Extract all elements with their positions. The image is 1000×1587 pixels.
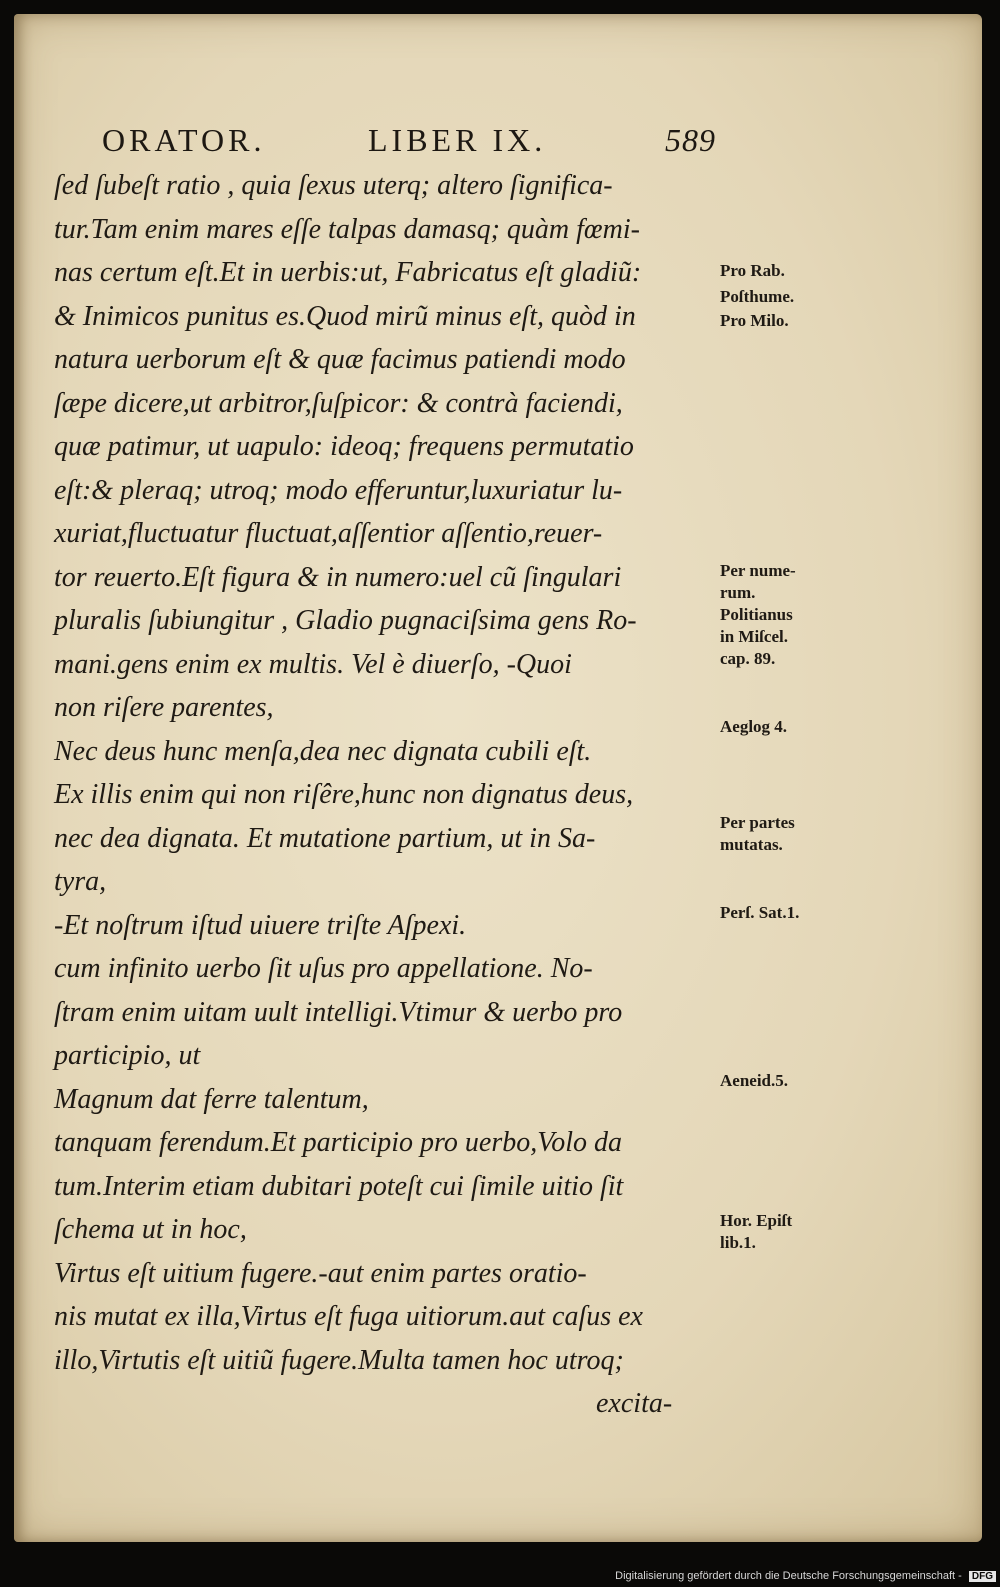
text-line: -Et noſtrum iſtud uiuere triſte Aſpexi. [54,909,467,941]
text-line: Nec deus hunc menſa,dea nec dignata cubili eſt. [54,735,592,767]
text-line: nas certum eſt.Et in uerbis:ut, Fabricatus eſt gladiũ: [54,257,642,288]
text-line: ſæpe dicere,ut arbitror,ſuſpicor: & contrà faciendi, [54,387,623,419]
running-head-left: ORATOR. [102,122,266,158]
text-line: ſchema ut in hoc, [54,1214,247,1245]
marginal-note: Poſthume. [720,287,795,306]
text-line: ſtram enim uitam uult intelligi.Vtimur & uerbo pro [54,996,623,1028]
marginal-note: mutatas. [720,835,783,854]
marginal-note: Aeneid.5. [720,1071,788,1090]
text-line: Virtus eſt uitium fugere.-aut enim partes oratio- [54,1257,587,1289]
text-line: tor reuerto.Eſt figura & in numero:uel cũ ſingulari [54,561,622,593]
running-head [102,122,716,162]
marginal-note: Hor. Epiſt [720,1211,793,1230]
digitization-credit [615,1570,996,1582]
marginal-note: Politianus [720,605,793,624]
running-head-center: LIBER IX. [368,122,547,158]
marginal-note: in Miſcel. [720,627,788,646]
marginal-note: Pro Rab. [720,261,785,280]
text-line: Ex illis enim qui non riſêre,hunc non dignatus deus, [54,779,634,810]
text-line: illo,Virtutis eſt uitiũ fugere.Multa tamen hoc utroq; [54,1344,624,1376]
dfg-logo: DFG [969,1571,996,1582]
text-line: non riſere parentes, [54,692,274,723]
marginal-note: rum. [720,583,756,602]
text-line: & Inimicos punitus es.Quod mirũ minus eſt, quòd in [54,300,636,332]
text-line: pluralis ſubiungitur , Gladio pugnaciſsima gens Ro- [54,605,637,636]
text-line: tanquam ferendum.Et participio pro uerbo,Volo da [54,1127,622,1158]
text-line: tyra, [54,866,107,897]
page-number: 589 [665,122,716,158]
text-line: natura uerborum eſt & quæ facimus patiendi modo [54,344,626,375]
text-line: nec dea dignata. Et mutatione partium, ut in Sa- [54,822,596,854]
credit-text: Digitalisierung gefördert durch die Deutsche Forschungsgemeinschaft - [615,1570,962,1582]
marginal-note: Aeglog 4. [720,717,788,736]
text-line: participio, ut [54,1040,201,1071]
text-line: nis mutat ex illa,Virtus eſt fuga uitiorum.aut caſus ex [54,1301,643,1332]
marginal-note: Per partes [720,813,795,832]
text-line: eſt:& pleraq; utroq; modo efferuntur,luxuriatur lu- [54,474,623,506]
marginal-note: cap. 89. [720,649,776,668]
catchword: excita- [596,1388,673,1419]
text-line: tur.Tam enim mares eſſe talpas damasq; quàm fœmi- [54,213,640,245]
text-line: tum.Interim etiam dubitari poteſt cui ſimile uitio ſit [54,1170,624,1202]
marginal-note: Pro Milo. [720,311,789,330]
text-line: Magnum dat ferre talentum, [54,1083,369,1115]
text-line: mani.gens enim ex multis. Vel è diuerſo, -Quoi [54,648,572,680]
text-line: cum infinito uerbo ſit uſus pro appellatione. No- [54,953,593,984]
text-line: ſed ſubeſt ratio , quia ſexus uterq; altero ſignifica- [54,170,613,201]
marginal-note: Per nume- [720,561,796,580]
marginal-note: Perſ. Sat.1. [720,903,800,922]
marginal-note: lib.1. [720,1233,756,1252]
text-line: quæ patimur, ut uapulo: ideoq; frequens permutatio [54,431,634,462]
book-page [14,14,982,1542]
text-line: xuriat,fluctuatur fluctuat,aſſentior aſſentio,reuer- [54,518,603,549]
